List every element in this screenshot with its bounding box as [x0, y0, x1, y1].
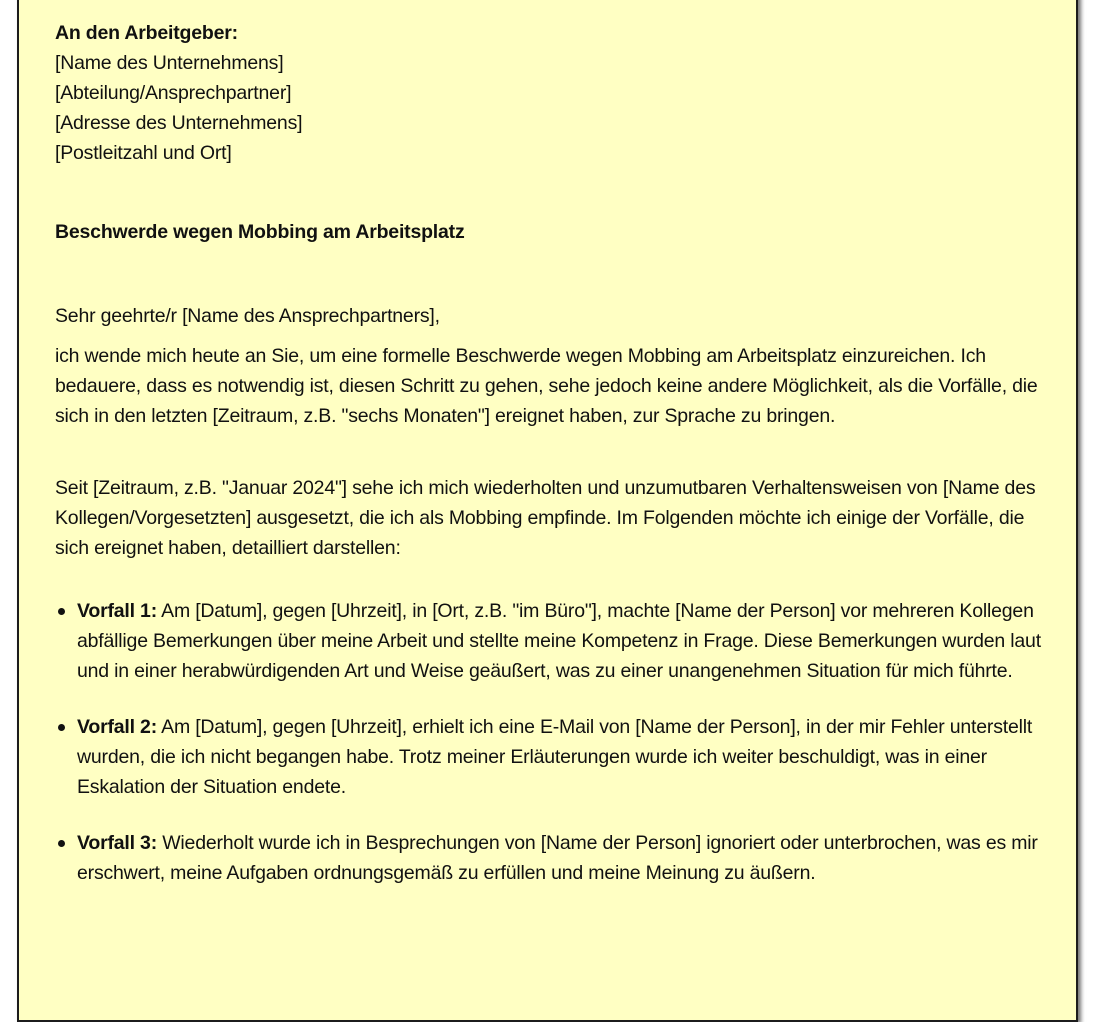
intro-paragraph: ich wende mich heute an Sie, um eine formelle Beschwerde wegen Mobbing am Arbeitsplatz einzureichen. Ich bedauere, dass es notwendig ist, diesen Schritt zu gehen, sehe jedoch keine andere Möglichkeit, als die Vorfälle, die sich in den letzten [Zeitraum, z.B. "sechs Monaten"] ereignet haben, zur Sprache zu bringen. — [55, 345, 1038, 427]
bullet-icon — [58, 840, 65, 847]
recipient-postal-city: [Postleitzahl und Ort] — [55, 142, 232, 164]
recipient-heading: An den Arbeitgeber: — [55, 22, 238, 44]
bullet-icon — [58, 608, 65, 615]
letter-box — [17, 0, 1078, 1022]
incident-label: Vorfall 2: — [77, 716, 157, 738]
recipient-address: [Adresse des Unternehmens] — [55, 112, 303, 134]
recipient-department: [Abteilung/Ansprechpartner] — [55, 82, 292, 104]
letter-subject: Beschwerde wegen Mobbing am Arbeitsplatz — [55, 221, 465, 243]
list-item-incident-3 — [55, 828, 1045, 888]
letter-content — [55, 18, 1045, 884]
salutation: Sehr geehrte/r [Name des Ansprechpartners], — [55, 305, 440, 327]
bullet-icon — [58, 724, 65, 731]
incident-label: Vorfall 1: — [77, 600, 157, 622]
incident-label: Vorfall 3: — [77, 832, 157, 854]
incident-text: Am [Datum], gegen [Uhrzeit], erhielt ich eine E-Mail von [Name der Person], in der mir Fehler unterstellt wurden, die ich nicht begangen habe. Trotz meiner Erläuterungen wurde ich weiter beschuldigt, was in einer Eskalation der Situation endete. — [77, 716, 1033, 798]
incident-text: Am [Datum], gegen [Uhrzeit], in [Ort, z.B. "im Büro"], machte [Name der Person] vor mehreren Kollegen abfällige Bemerkungen über meine Arbeit und stellte meine Kompetenz in Frage. Diese Bemerkungen wurden laut und in einer herabwürdigenden Art und Weise geäußert, was zu einer unangenehmen Situation für mich führte. — [77, 600, 1041, 682]
recipient-company: [Name des Unternehmens] — [55, 52, 284, 74]
context-paragraph: Seit [Zeitraum, z.B. "Januar 2024"] sehe ich mich wiederholten und unzumutbaren Verhaltensweisen von [Name des Kollegen/Vorgesetzten] ausgesetzt, die ich als Mobbing empfinde. Im Folgenden möchte ich einige der Vorfälle, die sich ereignet haben, detailliert darstellen: — [55, 477, 1036, 559]
incident-list — [55, 596, 1045, 914]
list-item-incident-1 — [55, 596, 1045, 686]
incident-text: Wiederholt wurde ich in Besprechungen von [Name der Person] ignoriert oder unterbrochen, was es mir erschwert, meine Aufgaben ordnungsgemäß zu erfüllen und meine Meinung zu äußern. — [77, 832, 1038, 884]
list-item-incident-2 — [55, 712, 1045, 802]
